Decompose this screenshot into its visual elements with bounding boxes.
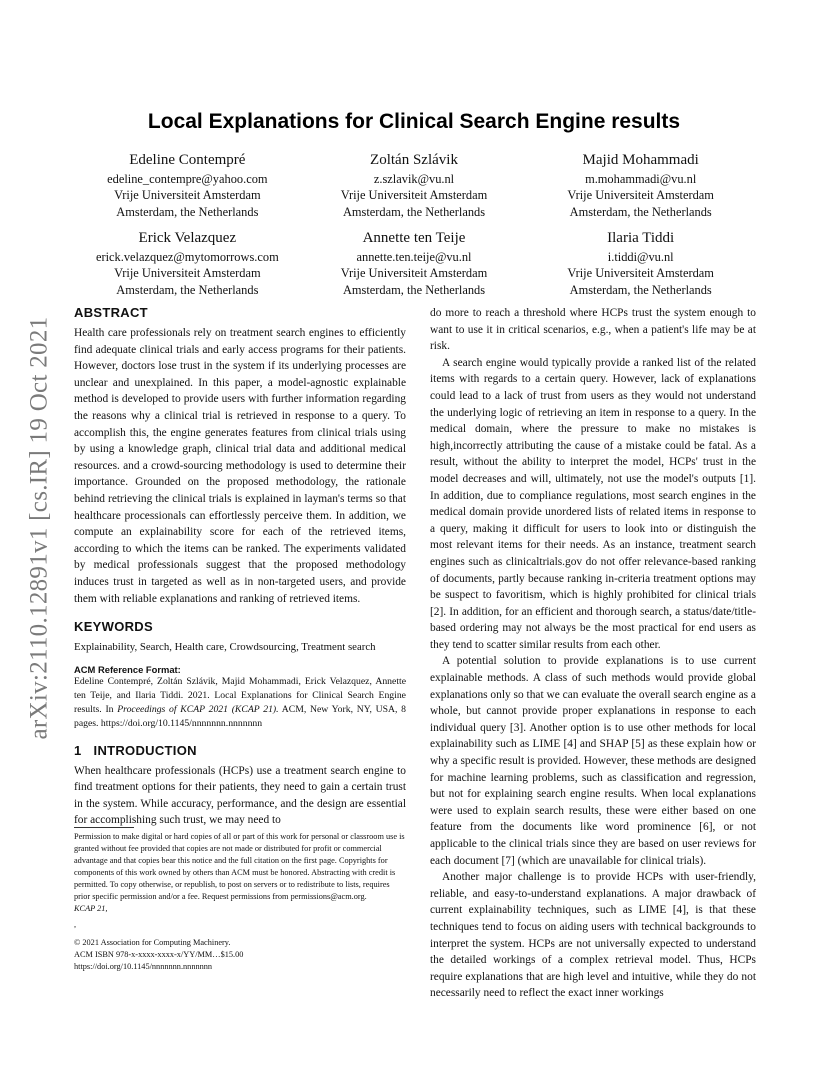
permission-notice: Permission to make digital or hard copies of all or part of this work for personal or classroom use is granted without fee provided that copies are not made or distributed for profit or commercial advantage and that copies bear this notice and the full citation on the first page. Copyrights for components of this work owned by others than ACM must be honored. Abstracting with credit is permitted. To copy otherwise, or republish, to post on servers or to redistribute to lists, requires prior specific permission and/or a fee. Request permissions from permissions@acm.org.	[74, 832, 405, 901]
author-block	[527, 151, 754, 220]
copyright-line: © 2021 Association for Computing Machinery.	[74, 938, 231, 947]
author-affiliation: Vrije Universiteit Amsterdam	[340, 188, 488, 203]
author-email: edeline_contempre@yahoo.com	[107, 172, 268, 186]
section-number: 1	[74, 742, 82, 758]
author-affiliation: Vrije Universiteit Amsterdam	[114, 188, 261, 203]
arxiv-stamp	[12, 298, 66, 758]
isbn-line: ACM ISBN 978-x-xxxx-xxxx-x/YY/MM…$15.00	[74, 950, 244, 959]
acm-reference-heading: ACM Reference Format:	[74, 663, 181, 675]
author-name: Zoltán Szlávik	[370, 152, 458, 168]
author-location: Amsterdam, the Netherlands	[116, 204, 259, 219]
author-affiliation: Vrije Universiteit Amsterdam	[340, 266, 488, 281]
acm-reference-authors: Edeline Contempré, Zoltán Szlávik, Majid Mohammadi, Erick Velazquez, Annette ten Teije, and Ilaria Tiddi. 2021. Local Explanations for Clinical Search Engine results. In	[74, 675, 406, 715]
author-location: Amsterdam, the Netherlands	[342, 282, 486, 297]
intro-paragraph: Another major challenge is to provide HCPs with user-friendly, reliable, and easy-to-understand explanations. A major drawback of current explainability techniques, such as LIME [4], is that these techniques tend to focus on aiding users with technical backgrounds to interpret the system. HCPs are not universally expected to understand the detailed workings of a complex retrieval model. Thus, HCPs require explanations that are high level and intuitive, while they do not necessarily need to reflect the exact inner workings	[430, 871, 756, 1000]
author-block	[301, 229, 528, 298]
author-location: Amsterdam, the Netherlands	[569, 282, 712, 297]
author-name: Annette ten Teije	[362, 230, 466, 246]
author-affiliation: Vrije Universiteit Amsterdam	[114, 266, 261, 281]
author-block	[74, 151, 301, 220]
intro-paragraph: A search engine would typically provide a ranked list of the related items with regards to a certain query. However, lack of explanations could lead to a lack of trust from users as they would not understand the underlying logic of retrieving an item in response to a query. In the medical domain, where the pressure to make no mistakes is high,incorrectly attributing the cause of a mistake could be fatal. As a result, without the ability to interpret the model, HCPs' trust in the model decreases and will, ultimately, not use the model's outputs [1]. In addition, due to compliance regulations, most search engines in the medical domain provide unordered lists of related items in response to a query, making it difficult for users to look into or distinguish the most relevant items for their needs. As an instance, treatment search engines such as clinicaltrials.gov do not offer relevance-based ranking of documents, partly because ranking in-criteria treatment options may be suspect to favoritism, which is highly prohibited for clinical trials [2]. In addition, for an efficient and thorough search, a status/date/title-based ordering may not always be the most practical for end users as they tend to scatter similar results from each other.	[430, 356, 756, 651]
abstract-text: Health care professionals rely on treatment search engines to efficiently find adequate clinical trials and early access programs for their patients. However, doctors lose trust in the system if its underlying processes are unclear and unexplained. In this paper, a model-agnostic explainable method is developed to provide users with further information regarding the reasons why a clinical trial is retrieved in response to a query. To accomplish this, the engine generates features from clinical trials using by using a knowledge graph, clinical trial data and additional medical resources. and a crowd-sourcing methodology is used to determine their importance. Grounded on the proposed methodology, the rationale behind retrieving the clinical trials is explained in layman's terms so that healthcare processionals can effortlessly perceive them. In addition, we compute an explainability score for each of the retrieved items, according to which the items can be ranked. The experiments validated by medical professionals suggest that the proposed methodology induces trust in targeted as well as in non-targeted users, and provide them with reliable explanations and ranking of retrieved items.	[74, 327, 406, 605]
keywords-text: Explainability, Search, Health care, Crowdsourcing, Treatment search	[74, 641, 376, 654]
footnote-separator: ,	[74, 920, 77, 929]
section-title: INTRODUCTION	[93, 742, 197, 758]
author-block	[301, 151, 528, 220]
author-location: Amsterdam, the Netherlands	[116, 282, 259, 297]
author-affiliation: Vrije Universiteit Amsterdam	[567, 266, 714, 281]
intro-paragraph: A potential solution to provide explanations is to use current explainable methods. A class of such methods would provide global explanations only so that we can evaluate the overall search engine as a whole, but cannot provide proper explanations in response to each individual query [3]. Another option is to use other methods for local explainability such as LIME [4] and SHAP [5] as these explain how or why a specific result is provided. However, these methods are designed for machine learning problems, such as classification and regression, but not for explaining search engine results. When local explanations were used to explain search results, these were either based on one feature from the documents like word prominence [6], or not applicable to the clinical trials since they are based on user reviews for each document [7] (which are unavailable for clinical trials).	[430, 655, 756, 867]
author-email: i.tiddi@vu.nl	[607, 250, 674, 264]
author-name: Erick Velazquez	[138, 230, 237, 246]
acm-reference-tail: ACM, New York, NY, USA, 8 pages. https://doi.org/10.1145/nnnnnnn.nnnnnnn	[74, 703, 407, 729]
left-column	[74, 305, 406, 829]
intro-paragraph-continued: do more to reach a threshold where HCPs trust the system enough to want to use it in critical scenarios, e.g., when a patient's life may be at risk.	[430, 307, 756, 353]
author-email: erick.velazquez@mytomorrows.com	[95, 250, 279, 264]
author-name: Edeline Contempré	[129, 152, 246, 168]
introduction-heading	[74, 743, 406, 758]
author-row-2	[74, 229, 754, 298]
author-name: Majid Mohammadi	[582, 152, 699, 168]
abstract-heading: ABSTRACT	[74, 305, 148, 320]
author-block	[527, 229, 754, 298]
acm-reference-venue: Proceedings of KCAP 2021 (KCAP 21).	[117, 703, 279, 715]
footnote-venue: KCAP 21,	[74, 904, 108, 913]
doi-line: https://doi.org/10.1145/nnnnnnn.nnnnnnn	[74, 962, 213, 971]
author-name: Ilaria Tiddi	[607, 230, 675, 246]
acm-reference-text	[74, 675, 406, 731]
author-block	[74, 229, 301, 298]
arxiv-id: arXiv:2110.12891v1 [cs.IR] 19 Oct 2021	[25, 316, 53, 740]
author-email: annette.ten.teije@vu.nl	[356, 250, 472, 264]
author-email: m.mohammadi@vu.nl	[585, 172, 697, 186]
author-email: z.szlavik@vu.nl	[373, 172, 455, 186]
author-row-1	[74, 151, 754, 220]
author-location: Amsterdam, the Netherlands	[569, 204, 712, 219]
copyright-footnote	[74, 831, 406, 973]
author-affiliation: Vrije Universiteit Amsterdam	[567, 188, 714, 203]
paper-title: Local Explanations for Clinical Search Engine results	[147, 110, 681, 133]
keywords-heading: KEYWORDS	[74, 619, 153, 635]
footnote-rule	[74, 827, 134, 828]
right-column	[430, 305, 756, 1002]
author-location: Amsterdam, the Netherlands	[342, 204, 486, 219]
introduction-paragraph: When healthcare professionals (HCPs) use a treatment search engine to find treatment options for their patients, they need to gain a certain trust in the system. While accuracy, performance, and the design are essential for accomplishing such trust, we may need to	[74, 764, 406, 827]
